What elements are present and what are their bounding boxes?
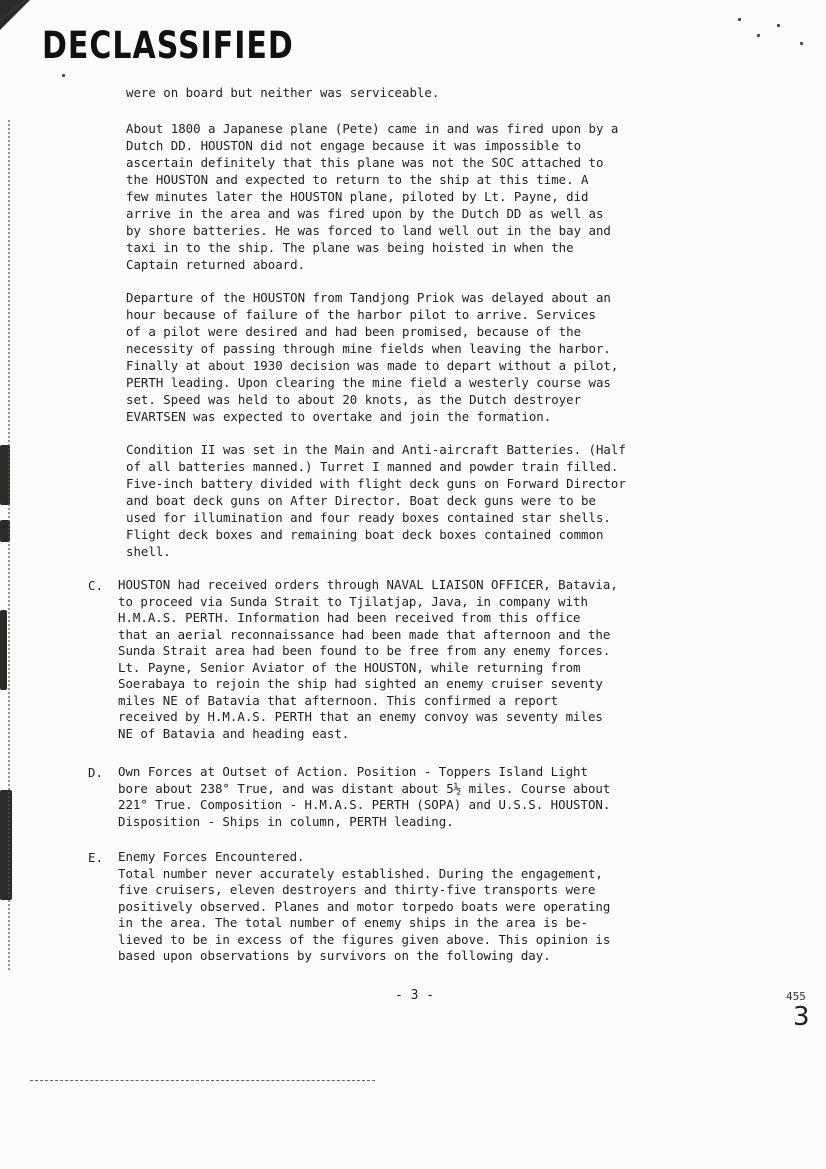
- text-line: positively observed. Planes and motor torpedo boats were operating: [118, 898, 611, 914]
- text-line: Condition II was set in the Main and Anti-aircraft Batteries. (Half: [126, 442, 626, 457]
- text-line: by shore batteries. He was forced to land well out in the bay and: [126, 223, 611, 238]
- text-line: HOUSTON had received orders through NAVAL LIAISON OFFICER, Batavia,: [118, 577, 618, 592]
- text-line: of a pilot were desired and had been promised, because of the: [126, 324, 582, 339]
- text-line: Dutch DD. HOUSTON did not engage because it was impossible to: [126, 138, 582, 153]
- item-e-body: [118, 849, 713, 965]
- text-line: Departure of the HOUSTON from Tandjong Priok was delayed about an: [126, 290, 611, 305]
- text-line: PERTH leading. Upon clearing the mine field a westerly course was: [126, 375, 611, 390]
- text-line: miles NE of Batavia that afternoon. This confirmed a report: [118, 692, 559, 708]
- declassified-stamp: DECLASSIFIED: [42, 24, 294, 68]
- text-line: of all batteries manned.) Turret I manned and powder train filled.: [126, 459, 619, 474]
- text-line: taxi in to the ship. The plane was being hoisted in when the: [126, 240, 574, 255]
- scan-edge-dots: [8, 120, 14, 970]
- text-line: 221° True. Composition - H.M.A.S. PERTH (SOPA) and U.S.S. HOUSTON.: [118, 797, 611, 812]
- text-line: EVARTSEN was expected to overtake and join the formation.: [126, 409, 552, 424]
- item-e-heading: Enemy Forces Encountered.: [118, 849, 305, 864]
- paragraph-2: [126, 289, 706, 425]
- scan-speck: [62, 74, 65, 77]
- text-line: five cruisers, eleven destroyers and thirty-five transports were: [118, 882, 596, 897]
- scan-speck: [777, 24, 780, 27]
- text-line: hour because of failure of the harbor pilot to arrive. Services: [126, 307, 596, 322]
- text-line: that an aerial reconnaissance had been made that afternoon and the: [118, 626, 611, 642]
- text-line: NE of Batavia and heading east.: [118, 725, 350, 741]
- item-d-label: D.: [88, 765, 103, 780]
- text-line: Lt. Payne, Senior Aviator of the HOUSTON, while returning from: [118, 659, 581, 675]
- text-line: Finally at about 1930 decision was made to depart without a pilot,: [126, 358, 619, 373]
- text-line: based upon observations by survivors on the following day.: [118, 948, 551, 963]
- text-line: the HOUSTON and expected to return to the ship at this time. A: [126, 172, 589, 187]
- text-line: About 1800 a Japanese plane (Pete) came in and was fired upon by a: [126, 121, 619, 136]
- bottom-rule: [30, 1080, 375, 1081]
- text-line: set. Speed was held to about 20 knots, as the Dutch destroyer: [126, 392, 582, 407]
- text-line: few minutes later the HOUSTON plane, piloted by Lt. Payne, did: [126, 189, 589, 204]
- text-line: Disposition - Ships in column, PERTH leading.: [118, 813, 454, 829]
- item-c-body: [118, 577, 713, 742]
- text-line: Total number never accurately established. During the engagement,: [118, 865, 603, 881]
- text-line: and boat deck guns on After Director. Boat deck guns were to be: [126, 493, 596, 508]
- scan-edge-mark: [0, 610, 7, 690]
- text-line: ascertain definitely that this plane was not the SOC attached to: [126, 155, 604, 170]
- scan-speck: [800, 42, 803, 45]
- text-line: arrive in the area and was fired upon by the Dutch DD as well as: [126, 206, 604, 221]
- text-line: Five-inch battery divided with flight deck guns on Forward Director: [126, 476, 626, 491]
- paragraph-intro: [126, 84, 706, 101]
- text-line: lieved to be in excess of the figures given above. This opinion is: [118, 931, 611, 947]
- text-line: bore about 238° True, and was distant about 5½ miles. Course about: [118, 780, 611, 796]
- text-line: to proceed via Sunda Strait to Tjilatjap, Java, in company with: [118, 593, 588, 609]
- paragraph-3: [126, 441, 706, 560]
- text-line: shell.: [126, 544, 171, 559]
- text-line: Own Forces at Outset of Action. Position - Toppers Island Light: [118, 764, 588, 779]
- item-e-label: E.: [88, 850, 103, 865]
- text-line: H.M.A.S. PERTH. Information had been received from this office: [118, 610, 581, 625]
- scan-speck: [738, 18, 741, 21]
- text-line: Sunda Strait area had been found to be free from any enemy forces.: [118, 643, 611, 658]
- item-c-label: C.: [88, 578, 103, 593]
- text-line: were on board but neither was serviceable.: [126, 85, 440, 100]
- text-line: Captain returned aboard.: [126, 257, 306, 272]
- text-line: Soerabaya to rejoin the ship had sighted an enemy cruiser seventy: [118, 676, 603, 691]
- margin-annotation: 455: [786, 990, 806, 1003]
- text-line: Flight deck boxes and remaining boat deck boxes contained common: [126, 527, 604, 542]
- paragraph-1: [126, 120, 706, 273]
- text-line: necessity of passing through mine fields when leaving the harbor.: [126, 341, 611, 356]
- margin-handwritten-number: 3: [793, 1002, 810, 1032]
- text-line: received by H.M.A.S. PERTH that an enemy convoy was seventy miles: [118, 709, 603, 724]
- text-line: used for illumination and four ready boxes contained star shells.: [126, 510, 611, 525]
- page-number: - 3 -: [395, 988, 435, 1003]
- item-d-body: [118, 764, 713, 830]
- scan-speck: [757, 34, 760, 37]
- text-line: in the area. The total number of enemy ships in the area is be-: [118, 915, 588, 930]
